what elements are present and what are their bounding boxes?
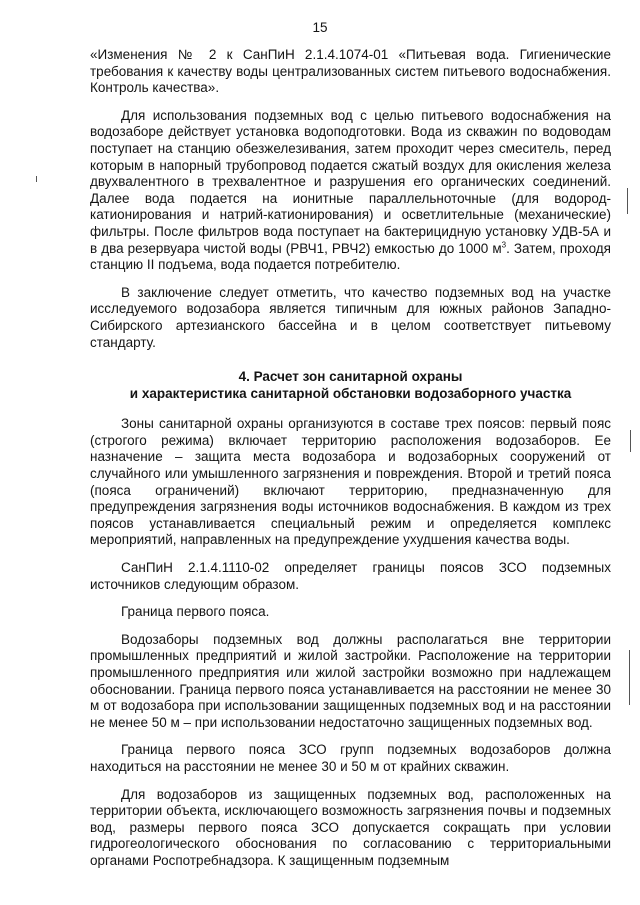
paragraph-first-belt-location: Водозаборы подземных вод должны располагаться вне территории промышленных предприятий и жилой застройки. Расположение на территории промышленного предприятия или жилой застройки возможно при надлежащем обосновании. Граница первого пояса устанавливается на расстоянии не менее 30 м от водозабора при использовании защищенных подземных вод и на расстоянии не менее 50 м – при использовании недостаточно защищенных подземных вод. xyxy=(90,631,611,730)
paragraph-sanpin-boundaries: СанПиН 2.1.4.1110-02 определяет границы поясов ЗСО подземных источников следующим образом. xyxy=(90,560,611,592)
paragraph-first-belt-title: Граница первого пояса. xyxy=(121,604,270,620)
paragraph-water-treatment-text: Для использования подземных вод с целью питьевого водоснабжения на водозаборе действует установка водоподготовки. Вода из скважин по водоводам поступает на станцию обезжелезивания, затем проходит через смеситель, перед которым в напорный трубопровод подается сжатый воздух для окисления железа двухвалентного в трехвалентное и разрушения его органических соединений. Далее вода подается на ионитные параллельноточные (для водород-катионирования и натрий-катионирования) и осветлительные (механические) фильтры. После фильтров вода поступает на бактерицидную установку УДВ-5А и в два резервуара чистой воды (РВЧ1, РВЧ2) емкостью до 1000 м xyxy=(90,107,611,256)
superscript-cubic: 3 xyxy=(501,240,507,250)
page-content xyxy=(90,47,611,881)
page-number: 15 xyxy=(312,20,328,35)
paragraph-zones-intro: Зоны санитарной охраны организуются в составе трех поясов: первый пояс (строгого режима) включает территорию расположения водозаборов. Ее назначение – защита места водозабора и водозаборных сооружений от случайного или умышленного загрязнения и повреждения. Второй и третий пояса (пояса ограничений) включают территорию, предназначенную для предупреждения загрязнения воды источников водоснабжения. В каждом из трех поясов устанавливается специальный режим и определяется комплекс мероприятий, направленных на предупреждение ухудшения качества воды. xyxy=(90,416,611,548)
section-heading xyxy=(90,369,611,402)
paragraph-water-treatment xyxy=(90,108,611,274)
paragraph-sanpin-reference: «Изменения № 2 к СанПиН 2.1.4.1074-01 «Питьевая вода. Гигиенические требования к качеству воды централизованных систем питьевого водоснабжения. Контроль качества». xyxy=(90,47,611,96)
scan-mark xyxy=(629,650,630,705)
scan-mark xyxy=(630,430,631,452)
section-heading-line2: и характеристика санитарной обстановки водозаборного участка xyxy=(129,385,572,401)
paragraph-protected-waters: Для водозаборов из защищенных подземных вод, расположенных на территории объекта, исключающего возможность загрязнения почвы и подземных вод, размеры первого пояса ЗСО допускается сокращать при условии гидрогеологического обоснования по согласованию с территориальными органами Роспотребнадзора. К защищенным подземным xyxy=(90,786,611,868)
paragraph-water-treatment-text-end: . Затем, проходя станцию II подъема, вода подается потребителю. xyxy=(90,240,611,273)
section-heading-line1: 4. Расчет зон санитарной охраны xyxy=(238,369,463,385)
scan-mark xyxy=(36,176,37,182)
scan-mark xyxy=(627,188,628,214)
paragraph-conclusion: В заключение следует отметить, что качество подземных вод на участке исследуемого водозабора является типичным для южных районов Западно-Сибирского артезианского бассейна и в целом соответствует питьевому стандарту. xyxy=(90,284,611,350)
paragraph-group-wells: Граница первого пояса ЗСО групп подземных водозаборов должна находиться на расстоянии не менее 30 и 50 м от крайних скважин. xyxy=(90,742,611,774)
